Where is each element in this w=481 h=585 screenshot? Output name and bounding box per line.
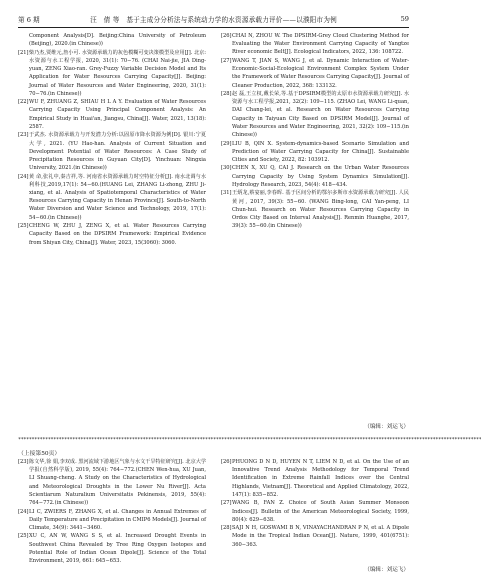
reference-item (18, 532, 206, 565)
references-bottom-right (221, 458, 409, 549)
reference-number: [25] (18, 223, 29, 230)
reference-number: [21] (18, 49, 29, 56)
reference-text: LIU B, QIN X. System-dynamics-based Scenario Simulation and Prediction of Water Carrying Capacity for China[J]. Sustainable Cities and Society, 2022, 82: 103912. (232, 140, 409, 163)
reference-text: CHAI N, ZHOU W. The DPSIRM-Grey Cloud Clustering Method for Evaluating the Water Environment Carrying Capacity of Yangtze River economic Belt[J]. Ecological Indicators, 2022, 136: 108722. (232, 33, 409, 56)
reference-item (221, 458, 409, 499)
reference-text: WANG B, FAN Z. Choice of South Asian Summer Monsoon Indices[J]. Bulletin of the American Meteorological Society, 1999, 80(4): 629−638. (232, 500, 409, 523)
reference-number: [24] (18, 173, 29, 180)
reference-item (221, 164, 409, 189)
reference-item (18, 508, 206, 533)
reference-text: 赵 磊,王立权,戴长荣,等.基于DPSIRM模型的太原市水资源承载力研究[J]. 水资源与水工程学报,2021, 32(2): 109−115. (ZHAO Lei, WANG Li-quan, DAI Chang-lei, et al. Research on Water Resources Carrying Capacity in Taiyuan City Based on DPSIRM Model[J]. Journal of Water Resources and Water Engineering, 2021, 32(2): 109−115.(in Chinese)) (232, 91, 409, 139)
reference-number: [29] (221, 140, 232, 147)
reference-number: [26] (221, 33, 232, 39)
reference-item (221, 189, 409, 230)
reference-number: [23] (18, 459, 29, 465)
header-rule (18, 27, 409, 28)
reference-item (221, 499, 409, 524)
reference-text: 黄 命,张礼中,秦吉祥,等. 河南省水资源承载力时空特征分析[J]. 南水北调与水利科技,2019,17(1): 54−60.(HUANG Lei, ZHANG Li-zhong, ZHU Ji-xiang, et al. Analysis of Spatiotemporal Characteristics of Water Resources Carrying Capacity in Henan Province[J]. South-to-North Water Diversion and Water Science and Technology, 2019, 17(1): 54−60.(in Chinese)) (29, 173, 206, 221)
reference-text: SAJI N H, GOSWAMI B N, VINAYACHANDRAN P N, et al. A Dipole Mode in the Tropical Indian Ocean[J]. Nature, 1999, 401(6751): 360−363. (232, 525, 409, 548)
references-bottom-left (18, 458, 206, 566)
reference-item (221, 57, 409, 90)
reference-text: 陈文华,徐 娟,李双成. 黑河流域下游地区气象与水文干旱特征研究[J]. 北京大学学报(自然科学版), 2019, 55(4): 764−772.(CHEN Wen-hua, XU Juan, LI Shuang-cheng. A Study on the Characteristics of Hydrological and Meteorological Droughts in the Lower Nu River[J]. Acta Scientiarum Naturalium Universitatis Pekinensis, 2019, 55(4): 764−772.(in Chinese)) (29, 459, 206, 507)
reference-text: 王炳龙,蔡宴丽,李春晖. 基于区间分析的鄂尔多斯市水资源承载力研究[J]. 人民黄河, 2017, 39(3): 55−60. (WANG Bing-long, CAI Yan-peng, LI Chun-hui. Research on Water Resources Carrying Capacity in Ordos City Based on Interval Analysis[J]. Renmin Huanghe, 2017, 39(3): 55−60.(in Chinese)) (232, 190, 409, 230)
reference-text: WU F, ZHUANG Z, SHIAU H L A Y. Evaluation of Water Resources Carrying Capacity Using Principal Component Analysis: An Empirical Study in Huai'an, Jiangsu, China[J]. Water, 2021, 13(18): 2587. (29, 99, 206, 130)
reference-text: PHUONG D N D, HUYEN N T, LIEM N D, et al. On the Use of an Innovative Trend Analysis Methodology for Temporal Trend Identification in Extreme Rainfall Indices over the Central Highlands, Vietnam[J]. Theoretical and Applied Climatology, 2022, 147(1): 835−852. (232, 459, 409, 498)
reference-text: CHENG W, ZHU J, ZENG X, et al. Water Resources Carrying Capacity Based on the DPSIRM Framework: Empirical Evidence from Shiyan City, China[J]. Water, 2023, 15(3060): 3060. (29, 223, 206, 246)
reference-number: [27] (221, 500, 232, 507)
reference-number: [27] (221, 57, 232, 64)
reference-item (221, 32, 409, 57)
reference-item (18, 98, 206, 131)
reference-number: [31] (221, 190, 232, 197)
continued-from-label: （上接第50页） (18, 451, 61, 457)
issue-number: 第 6 期 (18, 16, 40, 24)
reference-text: 柴乃杰,贾维元,詹小可. 水资源承载力的灰色模糊可变决策模型及应用[J]. 北京:水资源与水工程学报, 2020, 31(1): 70−76. (CHAI Nai-jie, JIA Ding-yuan, ZENG Xiao-ran. Grey-Fuzzy Variable Decision Model and Its Application for Water Resources Carrying Capacity[J]. Beijing: Journal of Water Resources and Water Engineering, 2020, 31(1): 70−76.(in Chinese)) (29, 49, 206, 97)
reference-item (221, 90, 409, 139)
reference-text: CHEN X, XU Q, CAI J. Research on the Urban Water Resources Carrying Capacity by Using System Dynamics Simulation[J]. Hydrology Research, 2023, 54(4): 418−434. (232, 165, 409, 188)
reference-text: LI C, ZWIERS F, ZHANG X, et al. Changes in Annual Extremes of Daily Temperature and Precipitation in CMIP6 Models[J]. Journal of Climate, 34(9): 3441−3460. (29, 508, 206, 531)
reference-number: [23] (18, 132, 29, 139)
reference-number: [24] (18, 508, 29, 515)
running-title: 汪 倩 等 基于主成分分析法与系统动力学的水资源承载力评价——以濮阳市为例 (90, 16, 337, 24)
reference-item (18, 173, 206, 222)
reference-item (221, 524, 409, 549)
reference-text: XU C, AN W, WANG S S, et al. Increased Drought Events in Southwest China Revealed by Tree Ring Oxygen Isotopes and Potential Role of Indian Ocean Dipole[J]. Science of the Total Environment, 2019, 661: 645−653. (29, 533, 206, 565)
references-top-right (221, 32, 409, 231)
reference-text: WANG T, JIAN S, WANG J, et al. Dynamic Interaction of Water-Economic-Social-Ecological Environment Complex System Under the Framework of Water Resources Carrying Capacity[J]. Journal of Cleaner Production, 2022, 368: 133132. (232, 57, 409, 89)
running-header (18, 12, 409, 26)
reference-number: [30] (221, 165, 232, 172)
section-divider: *************************************************************************************************************************************************************************** (18, 437, 481, 443)
reference-item (18, 458, 206, 507)
editor-note: （编辑：刘运飞） (364, 567, 409, 573)
reference-item (18, 49, 206, 98)
reference-number: [25] (18, 533, 29, 540)
reference-number: [28] (221, 91, 232, 98)
editor-note: （编辑：刘运飞） (364, 424, 409, 430)
references-top-left (18, 32, 206, 247)
reference-item (18, 131, 206, 172)
reference-number: [28] (221, 525, 232, 532)
reference-text: 于武杰. 水资源承载力与开发潜力分析:以固原市降水资源为例[D]. 银川:宁夏大学, 2021. (YU Hao-han. Analysis of Current Situation and Development Potential of Water Resources: A Case Study of Precipitation Resources in Guyuan City[D]. Yinchuan: Ningxia University, 2021.(in Chinese)) (29, 132, 206, 172)
reference-item (18, 222, 206, 247)
reference-continuation: Component Analysis[D]. Beijing:China University of Petroleum (Beijing), 2020.(in Chinese)) (29, 33, 206, 48)
page-number: 59 (400, 15, 409, 23)
reference-item (221, 140, 409, 165)
reference-number: [22] (18, 99, 29, 106)
reference-number: [26] (221, 459, 232, 465)
